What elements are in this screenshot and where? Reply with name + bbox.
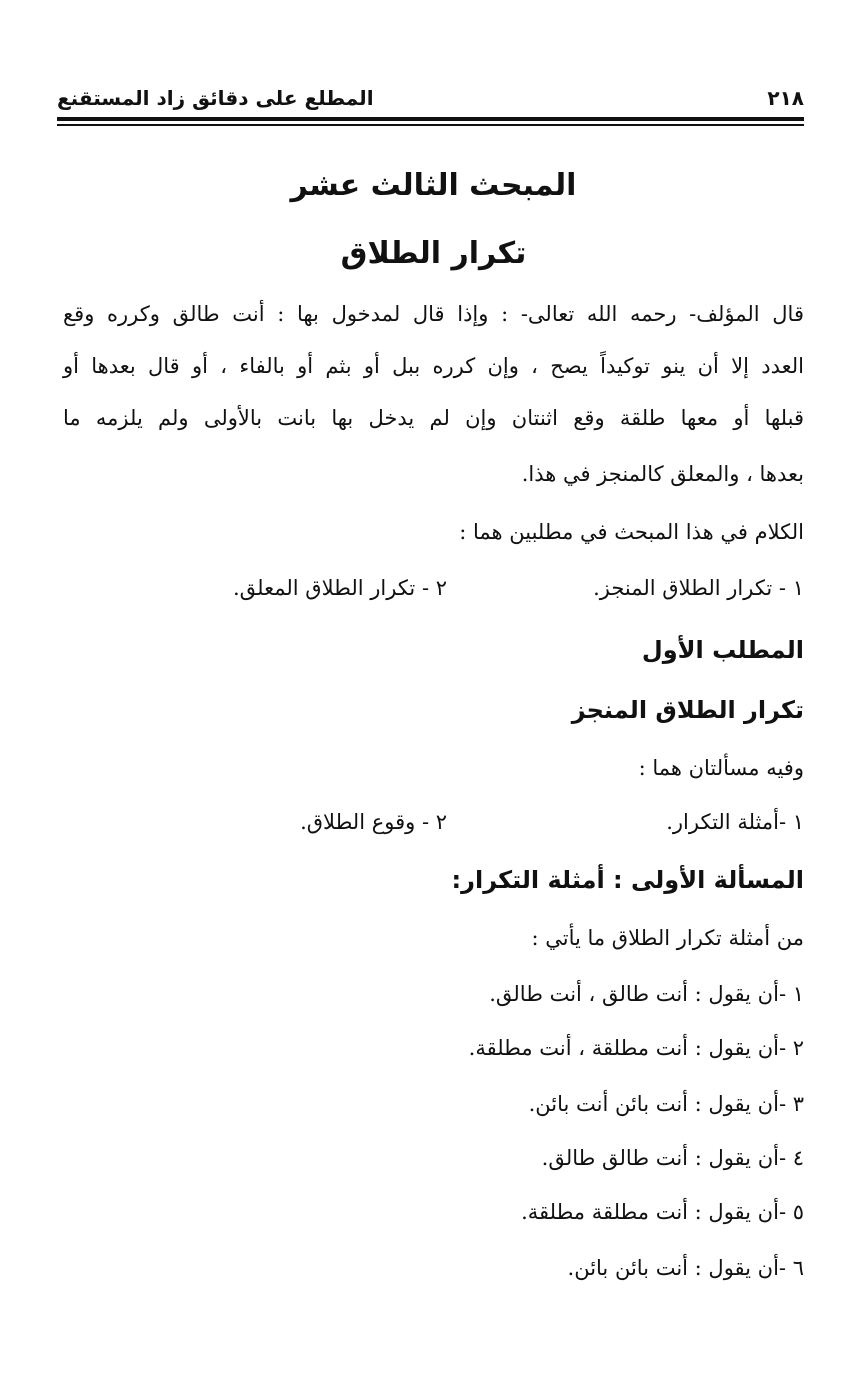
example-item: ٣ -أن يقول : أنت بائن أنت بائن. xyxy=(528,1092,804,1116)
examples-intro: من أمثلة تكرار الطلاق ما يأتي : xyxy=(531,926,804,950)
example-item: ٦ -أن يقول : أنت بائن بائن. xyxy=(567,1256,804,1280)
issues-intro: وفيه مسألتان هما : xyxy=(638,756,804,780)
issue-item-2: ٢ - وقوع الطلاق. xyxy=(300,810,447,834)
example-item: ٥ -أن يقول : أنت مطلقة مطلقة. xyxy=(521,1200,804,1224)
intro-text: الكلام في هذا المبحث في مطلبين هما : xyxy=(459,520,804,544)
header-rule-thin xyxy=(57,124,804,126)
topic-item-1: ١ - تكرار الطلاق المنجز. xyxy=(593,576,804,600)
topic-item-2: ٢ - تكرار الطلاق المعلق. xyxy=(232,576,447,600)
page-header xyxy=(57,84,804,118)
page-number: ٢١٨ xyxy=(767,86,804,110)
matlab-title: تكرار الطلاق المنجز xyxy=(571,696,804,724)
matn-line: قال المؤلف- رحمه الله تعالى- : وإذا قال لمدخول بها : أنت طالق وكرره وقع xyxy=(63,302,804,326)
section-title: المبحث الثالث عشر xyxy=(290,168,577,203)
example-item: ٤ -أن يقول : أنت طالق طالق. xyxy=(541,1146,804,1170)
example-item: ٢ -أن يقول : أنت مطلقة ، أنت مطلقة. xyxy=(468,1036,804,1060)
masala-heading: المسألة الأولى : أمثلة التكرار: xyxy=(451,866,804,894)
header-rule-thick xyxy=(57,117,804,121)
chapter-title: تكرار الطلاق xyxy=(340,236,527,271)
issue-item-1: ١ -أمثلة التكرار. xyxy=(666,810,804,834)
matn-line: بعدها ، والمعلق كالمنجز في هذا. xyxy=(521,462,804,486)
matn-line: قبلها أو معها طلقة وقع اثنتان وإن لم يدخل بها بانت بالأولى ولم يلزمه ما xyxy=(63,406,804,430)
running-title: المطلع على دقائق زاد المستقنع xyxy=(57,86,374,110)
matn-line: العدد إلا أن ينو توكيداً يصح ، وإن كرره ببل أو بثم أو بالفاء ، أو قال بعدها أو xyxy=(63,354,804,378)
matlab-heading: المطلب الأول xyxy=(641,636,804,664)
example-item: ١ -أن يقول : أنت طالق ، أنت طالق. xyxy=(489,982,804,1006)
